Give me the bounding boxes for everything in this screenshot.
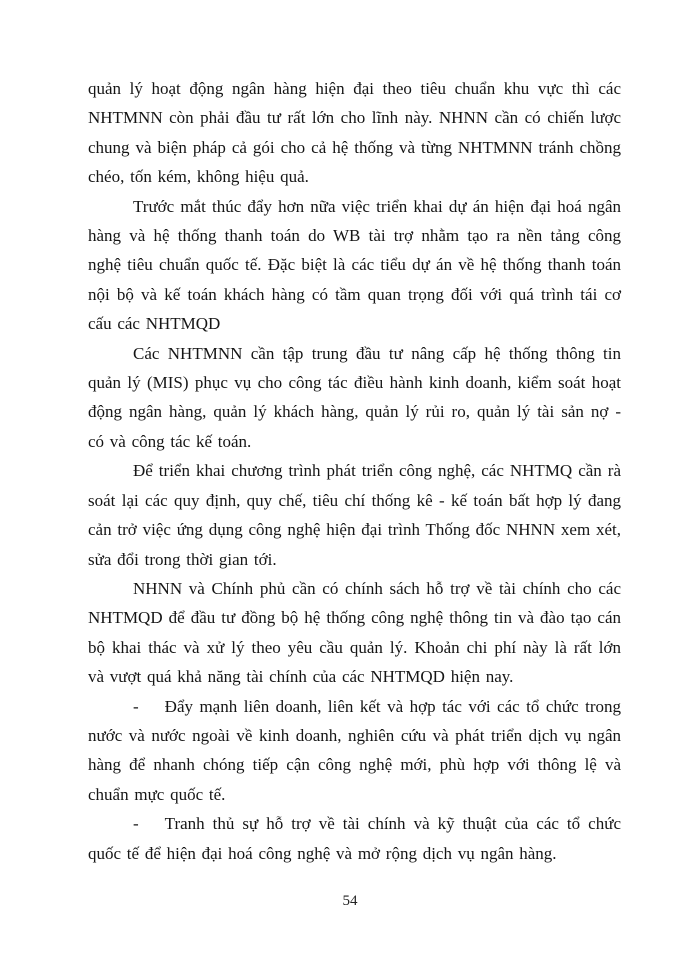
paragraph-5: NHNN và Chính phủ cần có chính sách hỗ trợ về tài chính cho các NHTMQD để đầu tư đồng bộ hệ thống công nghệ thông tin và đào tạo cán bộ khai thác và xử lý theo yêu cầu quản lý. Khoản chi phí này là rất lớn và vượt quá khả năng tài chính của các NHTMQD hiện nay.: [88, 578, 621, 687]
paragraph-1: quản lý hoạt động ngân hàng hiện đại theo tiêu chuẩn khu vực thì các NHTMNN còn phải đầu tư rất lớn cho lĩnh này. NHNN cần có chiến lược chung và biện pháp cả gói cho cả hệ thống và từng NHTMNN tránh chồng chéo, tốn kém, không hiệu quả.: [88, 79, 621, 187]
paragraph-6: [88, 692, 621, 810]
paragraph-3: Các NHTMNN cần tập trung đầu tư nâng cấp hệ thống thông tin quản lý (MIS) phục vụ cho công tác điều hành kinh doanh, kiểm soát hoạt động ngân hàng, quản lý khách hàng, quản lý rủi ro, quản lý tài sản nợ - có và công tác kế toán.: [88, 343, 621, 451]
paragraph-2: Trước mắt thúc đẩy hơn nữa việc triển khai dự án hiện đại hoá ngân hàng và hệ thống thanh toán do WB tài trợ nhằm tạo ra nền tảng công nghệ tiêu chuẩn quốc tế. Đặc biệt là các tiểu dự án về hệ thống thanh toán nội bộ và kế toán khách hàng có tầm quan trọng đối với quá trình tái cơ cấu các NHTMQD: [88, 196, 621, 334]
page-number: 54: [342, 893, 358, 909]
paragraph-7: [88, 809, 621, 868]
bullet-dash: -: [133, 696, 139, 716]
paragraph-6-text: Đẩy mạnh liên doanh, liên kết và hợp tác với các tổ chức trong nước và nước ngoài về kinh doanh, nghiên cứu và phát triển dịch vụ ngân hàng để nhanh chóng tiếp cận công nghệ mới, phù hợp với thông lệ và chuẩn mực quốc tế.: [88, 696, 621, 804]
bullet-dash: -: [133, 814, 139, 834]
page-body-text: [88, 74, 621, 868]
paragraph-4: Để triển khai chương trình phát triển công nghệ, các NHTMQ cần rà soát lại các quy định, quy chế, tiêu chí thống kê - kế toán bất hợp lý đang cản trở việc ứng dụng công nghệ hiện đại trình Thống đốc NHNN xem xét, sửa đổi trong thời gian tới.: [88, 461, 621, 569]
paragraph-7-text: Tranh thủ sự hỗ trợ về tài chính và kỹ thuật của các tổ chức quốc tế để hiện đại hoá công nghệ và mở rộng dịch vụ ngân hàng.: [88, 814, 621, 863]
